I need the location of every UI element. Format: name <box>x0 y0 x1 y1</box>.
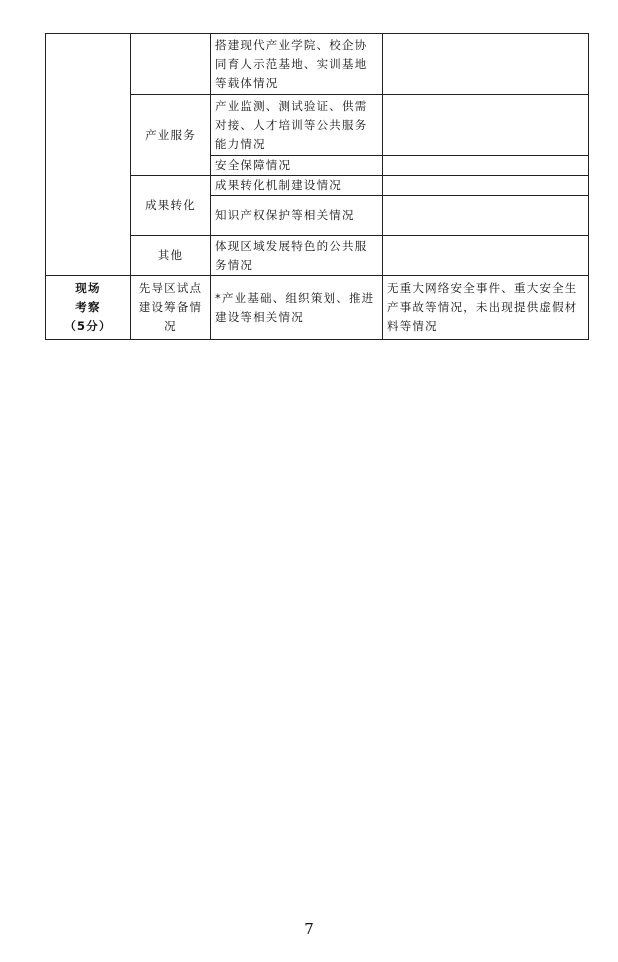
category-cell: 现场 考察 （5分） <box>46 276 131 340</box>
content-cell: 产业监测、测试验证、供需对接、人才培训等公共服务能力情况 <box>211 95 383 156</box>
requirement-cell <box>383 156 589 176</box>
content-cell: *产业基础、组织策划、推进建设等相关情况 <box>211 276 383 340</box>
content-cell: 成果转化机制建设情况 <box>211 176 383 196</box>
content-cell: 体现区域发展特色的公共服务情况 <box>211 236 383 276</box>
subcategory-cell: 其他 <box>131 236 211 276</box>
subcategory-cell <box>131 34 211 95</box>
requirement-cell <box>383 176 589 196</box>
content-cell: 知识产权保护等相关情况 <box>211 196 383 236</box>
table-row <box>46 34 589 95</box>
evaluation-table <box>45 33 589 340</box>
page-number: 7 <box>304 920 314 938</box>
requirement-cell <box>383 95 589 156</box>
requirement-cell <box>383 236 589 276</box>
subcategory-cell: 成果转化 <box>131 176 211 236</box>
subcategory-cell: 先导区试点建设筹备情况 <box>131 276 211 340</box>
content-cell: 搭建现代产业学院、校企协同育人示范基地、实训基地等载体情况 <box>211 34 383 95</box>
subcategory-cell: 产业服务 <box>131 95 211 176</box>
table-row-site-visit <box>46 276 589 340</box>
requirement-cell <box>383 34 589 95</box>
requirement-cell <box>383 196 589 236</box>
category-cell-empty <box>46 34 131 276</box>
requirement-cell: 无重大网络安全事件、重大安全生产事故等情况，未出现提供虚假材料等情况 <box>383 276 589 340</box>
content-cell: 安全保障情况 <box>211 156 383 176</box>
